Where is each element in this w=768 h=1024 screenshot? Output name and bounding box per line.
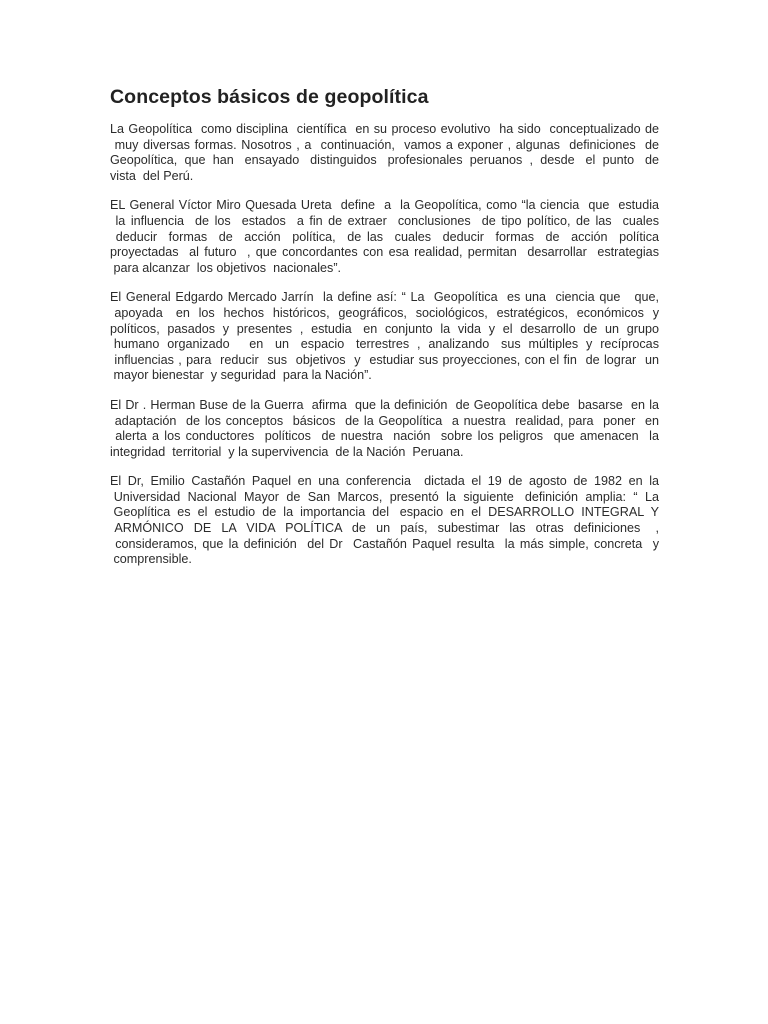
- paragraph-line: consideramos, que la definición del Dr Castañón Paquel resulta la más simple, concreta y: [110, 536, 659, 551]
- paragraph-line: influencias , para reducir sus objetivos y estudiar sus proyecciones, con el fin de lograr un: [110, 352, 659, 367]
- paragraph-line: El Dr . Herman Buse de la Guerra afirma que la definición de Geopolítica debe basarse en la: [110, 397, 659, 412]
- paragraph: [110, 398, 659, 460]
- paragraph-line: para alcanzar los objetivos nacionales”.: [110, 260, 342, 275]
- paragraph-line: comprensible.: [110, 552, 192, 567]
- paragraph-line: la influencia de los estados a fin de extraer conclusiones de tipo político, de las cuales: [110, 213, 659, 228]
- paragraph-line: muy diversas formas. Nosotros , a continuación, vamos a exponer , algunas definiciones de: [110, 137, 659, 152]
- paragraph: [110, 198, 659, 276]
- paragraph-line: proyectadas al futuro , que concordantes con esa realidad, permitan desarrollar estrategias: [110, 245, 659, 260]
- paragraph-line: mayor bienestar y seguridad para la Nación”.: [110, 368, 372, 383]
- paragraph: [110, 122, 659, 184]
- paragraph-line: EL General Víctor Miro Quesada Ureta define a la Geopolítica, como “la ciencia que estudia: [110, 198, 659, 213]
- paragraph-line: políticos, pasados y presentes , estudia en conjunto la vida y el desarrollo de un grupo: [110, 321, 659, 336]
- paragraph-line: Geoplítica es el estudio de la importancia del espacio en el DESARROLLO INTEGRAL Y: [110, 505, 659, 520]
- paragraph-line: deducir formas de acción política, de las cuales deducir formas de acción política: [110, 229, 659, 244]
- document-page: [110, 84, 659, 582]
- paragraph: [110, 290, 659, 384]
- paragraph-line: Universidad Nacional Mayor de San Marcos, presentó la siguiente definición amplia: “ La: [110, 489, 659, 504]
- paragraph-line: alerta a los conductores políticos de nuestra nación sobre los peligros que amenacen la: [110, 429, 659, 444]
- paragraph-line: Geopolítica, que han ensayado distinguidos profesionales peruanos , desde el punto de: [110, 153, 659, 168]
- document-body: [110, 122, 659, 568]
- paragraph-line: La Geopolítica como disciplina científica en su proceso evolutivo ha sido conceptualizado de: [110, 122, 659, 136]
- paragraph-line: ARMÓNICO DE LA VIDA POLÍTICA de un país, subestimar las otras definiciones ,: [110, 521, 659, 536]
- page-title: Conceptos básicos de geopolítica: [110, 86, 429, 108]
- paragraph-line: adaptación de los conceptos básicos de la Geopolítica a nuestra realidad, para poner en: [110, 413, 659, 428]
- paragraph-line: integridad territorial y la supervivencia de la Nación Peruana.: [110, 444, 464, 459]
- paragraph-line: vista del Perú.: [110, 168, 194, 183]
- paragraph-line: El General Edgardo Mercado Jarrín la define así: “ La Geopolítica es una ciencia que que,: [110, 290, 659, 305]
- paragraph-line: El Dr, Emilio Castañón Paquel en una conferencia dictada el 19 de agosto de 1982 en la: [110, 474, 659, 489]
- paragraph: [110, 474, 659, 568]
- paragraph-line: apoyada en los hechos históricos, geográficos, sociológicos, estratégicos, económicos y: [110, 305, 659, 320]
- paragraph-line: humano organizado en un espacio terrestres , analizando sus múltiples y recíprocas: [110, 337, 659, 352]
